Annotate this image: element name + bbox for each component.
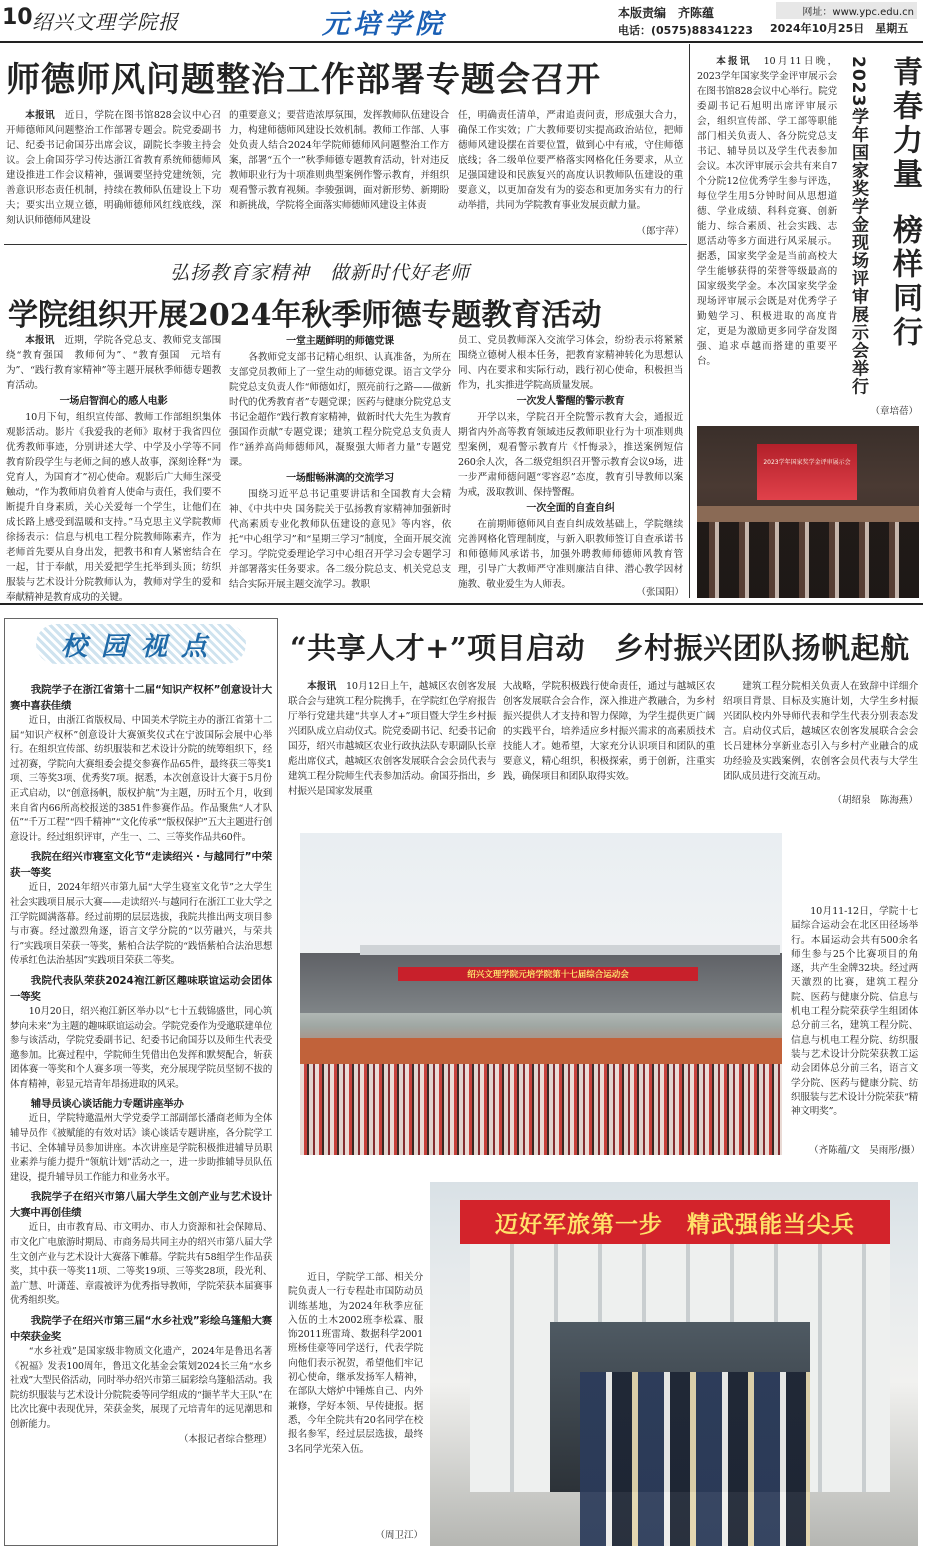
article3-col2 <box>503 679 715 805</box>
paper-name: 绍兴文理学院报 <box>32 10 179 34</box>
stadium-roof <box>360 945 780 955</box>
article2-lead: 本报讯 <box>25 335 55 346</box>
header-rule <box>0 41 923 43</box>
stadium-stands <box>300 953 782 1013</box>
article3-col2-text: 大战略，学院积极践行使命责任，通过与越城区农创客发展联合会合作，深入推进产教融合，为乡村振兴提供人才支持和智力保障，为学生提供更广阔的实践平台，培养适应乡村振兴需求的高素质技术技能人才。她希望，大家充分认识项目和团队的重要意义，精心组织，积极探索，勇于创新，注重实践，确保项目和团队取得实效。 <box>503 681 715 782</box>
article2-title: 学院组织开展2024年秋季师德专题教育活动 <box>8 298 602 333</box>
sports-meet-photo <box>300 833 782 1155</box>
sports-caption-text: 10月11-12日，学院十七届综合运动会在北区田径场举行。本届运动会共有500余名师生参与25个比赛项目的角逐，共产生金牌32块。经过两天激烈的比赛，建筑工程分院、医药与健康分院、信息与机电工程分院荣获学生组团体总分前三名，建筑工程分院、信息与机电工程分院、纺织服装与艺术设计分院荣获教工运动会团体总分前三名，语言文学分院、医药与健康分院、纺织服装与艺术设计分院荣获“精神文明奖”。 <box>791 906 918 1118</box>
article3-col1 <box>288 679 496 805</box>
article2-subhead-lesson: 一堂主题鲜明的师德党课 <box>286 336 394 347</box>
military-credit: （周卫江） <box>375 1530 423 1541</box>
article3-lead: 本报讯 <box>307 681 337 692</box>
military-caption-text: 近日，学院学工部、相关分院负责人一行专程赴市国防动员训练基地，为2024年秋季应征入伍的土木2002班李松霖、服饰2011班雷琦、数据科学2001班杨佳豪等同学送行，代表学院向他们表示祝贺，希望他们牢记初心使命，继承发扬军人精神，在部队大熔炉中锤炼自己、内外兼修，学好本领、早传捷报。据悉，今年全院共有20名同学在校报名参军，经过层层选拔，最终3名同学光荣入伍。 <box>288 1272 423 1455</box>
campus-item-4-text: 近日，学院特邀温州大学党委学工部副部长潘商老师为全体辅导员作《被赋能的有效对话》谈心谈话专题讲座，各分院学工书记、全体辅导员参加讲座。本次讲座是学院积极推进辅导员职业素养与能力提升“领航计划”活动之一，进一步助推辅导员队伍建设，提升辅导员工作能力和业务水平。 <box>10 1113 272 1183</box>
scholarship-photo <box>697 426 919 598</box>
campus-view-header: 校园视点 <box>60 632 221 662</box>
article2-kicker: 弘扬教育家精神 做新时代好老师 <box>170 262 471 284</box>
campus-item-6-title: 我院学子在绍兴市第三届“水乡社戏”彩绘乌篷船大赛中荣获金奖 <box>10 1315 272 1343</box>
sports-caption <box>791 905 918 1121</box>
article1-col3-text: 任，明确责任清单，严肃追责问责，形成强大合力，确保工作实效；广大教师要切实提高政治站位，把师德师风建设摆在首要位置，做到心中有戒，守住师德底线；各二级单位要严格落实网格化任务要求，从立足强国建设和民族复兴的高度认识教师队伍建设的重要意义，以更加奋发有为的姿态和更加务实有力的行动举措，共同为学院教育事业发展贡献力量。 <box>458 110 683 211</box>
article2-col2 <box>229 333 451 598</box>
article1-lead: 本报讯 <box>25 110 55 121</box>
issue-date: 2024年10月25日 星期五 <box>770 22 909 35</box>
scholarship-credit: （章培蓓） <box>870 406 918 417</box>
campus-item-2-title: 我院在绍兴市寝室文化节“走读绍兴・与越同行”中荣获一等奖 <box>10 851 272 880</box>
campus-item-5-text: 近日，由市教育局、市文明办、市人力资源和社会保障局、市文化广电旅游时期局、市商务局共同主办的绍兴市第八届大学生文创产业与艺术设计大赛落下帷幕。学院共有58组学生作品获奖，其中获一等奖11项、二等奖19项、三等奖28项，段光利、盖广慧、叶潇莲、章霞被评为优秀指导教师，学院荣获本届赛事优秀组织奖。 <box>10 1222 272 1307</box>
article1-col2 <box>229 108 449 240</box>
article2-col1 <box>6 333 221 603</box>
divider-1 <box>4 244 687 245</box>
article3-col1-text: 10月12日上午，越城区农创客发展联合会与建筑工程分院携手，在学院红色学府报告厅举行党建共建“共享人才+”项目暨大学生乡村振兴团队成立启动仪式。院党委副书记、纪委书记俞国芬，绍兴市越城区农业行政执法队专职副队长章彪出席仪式，越城区农创客发展联合会会员代表与建筑工程分院师生代表参加活动。俞国芬指出，乡村振兴是国家发展重 <box>288 681 496 797</box>
article1-title: 师德师风问题整治工作部署专题会召开 <box>6 60 601 100</box>
crowd <box>300 1063 782 1155</box>
article2-col1-p1: 近期，学院各党总支、教师党支部围绕“教育强国 教师何为”、“教育强国 元培有为”、“践行教育家精神”等主题开展秋季师德专题教育活动。 <box>6 335 221 391</box>
military-sendoff-photo <box>430 1182 918 1546</box>
article1-credit: （郎宇萍） <box>636 226 684 237</box>
scholarship-subtitle: 2023学年国家奖学金现场评审展示会举行 <box>848 56 868 396</box>
stadium-banner-text: 绍兴文理学院元培学院第十七届综合运动会 <box>467 970 629 980</box>
page-number: 10 <box>2 5 33 30</box>
scholarship-text: 10月11日晚，2023学年国家奖学金评审展示会在图书馆828会议中心举行。院党委副书记石旭明出席评审展示会，组织宣传部、学工部等职能部门相关负责人、各分院党总支书记、辅导员以及学生代表参加会议。本次评审展示会共有来自7个分院12位优秀学生参与评选，每位学生用5分钟时间从思想道德、学业成绩、科科竞赛、创新能力、综合素质、社会实践、志愿活动等多方面进行风采展示。据悉，国家奖学金是当前高校大学生能够获得的荣誉等级最高的国家级奖学金。本次国家奖学金现场评审展示会既是对优秀学子勤勉学习、积极进取的高度肯定，更是为激励更多同学奋发图强、追求卓越而搭建的重要平台。 <box>697 56 837 367</box>
section-name: 元培学院 <box>322 9 446 40</box>
article2-subhead-movie: 一场启智润心的感人电影 <box>59 396 168 407</box>
article2-col3 <box>458 333 683 590</box>
article1-col3 <box>458 108 683 240</box>
editor-line: 本版责编 齐陈蕴 <box>618 6 715 20</box>
phone-line: 电话：(0575)88341223 <box>618 24 753 37</box>
people-group <box>580 1372 810 1546</box>
article2-col2-p1: 各教师党支部书记精心组织、认真准备，为所在支部党员教师上了一堂生动的师德党课。语言文学分院党总支负责人作“师德如灯，照亮前行之路——做新时代的优秀教育者”专题党课；医药与健康分院党总支书记金超作“践行教育家精神，做新时代大先生为教育强国作贡献”专题党课；建筑工程分院党总支负责人作“涵养高尚师德师风，凝聚强大师者力量”专题党课。 <box>229 352 451 468</box>
stage-floor <box>697 506 919 522</box>
campus-item-5-title: 我院学子在绍兴市第八届大学生文创产业与艺术设计大赛中再创佳绩 <box>10 1191 272 1220</box>
track <box>300 1038 782 1064</box>
divider-2 <box>0 603 923 605</box>
article3-col3-text: 建筑工程分院相关负责人在致辞中详细介绍项目背景、目标及实施计划，大学生乡村振兴团队校内外导师代表和学生代表分别表态发言。启动仪式后，越城区农创客发展联合会会长吕建林分享新业态引入与乡村产业融合的成功经验及实践案例，农创客会员代表与大学生团队成员进行交流互动。 <box>723 681 918 782</box>
article3-col3 <box>723 679 918 791</box>
sendoff-banner-text: 迈好军旅第一步 精武强能当尖兵 <box>495 1211 855 1238</box>
article2-col1-p2: 10月下旬，组织宣传部、教师工作部组织集体观影活动。影片《我爱我的老师》取材于我省四位优秀教师事迹，分别讲述大学、中学及小学等不同教育阶段学生与老师之间的感人故事，深刻诠释“为党育人，为国育才”初心使命。观影后广大师生深受触动，“作为教师肩负着育人使命与责任，我们要不断提升自身素质，关心关爱每一个学生，让他们在成长路上感受到温暖和支持。”马克思主义学院教师徐扬表示：信息与机电工程分院教师陈素卉，作为老师首先要从自身出发，把教书和育人紧密结合在一起，甘于奉献，用关爱把学生托举到头顶；纺织服装与艺术设计分院教师认为，教师对学生的爱和奉献精神是教育成功的关键。 <box>6 412 221 603</box>
article3-credit: （胡绍泉 陈海燕） <box>832 795 918 806</box>
article2-credit: （张国阳） <box>636 587 684 598</box>
article2-subhead-warning: 一次发人警醒的警示教育 <box>516 396 625 407</box>
scholarship-body-narrow <box>697 54 837 372</box>
article3-title: “共享人才+”项目启动 乡村振兴团队扬帆起航 <box>290 631 910 665</box>
campus-item-1-text: 近日，由浙江省版权局、中国美术学院主办的浙江省第十二届“知识产权杯”创意设计大赛颁奖仪式在宁波国际会展中心举行。在组织宣传部、纺织服装和艺术设计分院的统筹组织下，经过初赛，学院向大赛组委会提交参赛作品65件，最终获三等奖1项、三等奖3项、优秀奖7项。据悉，本次创意设计大赛于5月份正式启动，以“创意扬帆，版权护航”为主题，历时五个月，收到来自省内66所高校报送的3851件参赛作品。作品聚焦“人才队伍”“千万工程”“四千精神”“文化传承”“版权保护”五大主题进行创意设计。经过组织评审，产生一、二、三等奖作品共60件。 <box>10 715 272 843</box>
article2-col3-p1: 员工、党员教师深入交流学习体会，纷纷表示将紧紧围绕立德树人根本任务，把教育家精神转化为思想认同、内在要求和实际行动，践行初心使命，积极担当作为，扎实推进学院高质量发展。 <box>458 335 683 391</box>
article2-subhead-selfcheck: 一次全面的自查自纠 <box>526 503 615 514</box>
campus-item-1-title: 我院学子在浙江省第十二届“知识产权杯”创意设计大赛中喜获佳绩 <box>10 684 272 712</box>
sports-credit: （齐陈蕴/文 吴雨彤/摄） <box>809 1145 920 1156</box>
campus-item-3-title: 我院代表队荣获2024袍江新区趣味联谊运动会团体一等奖 <box>10 974 272 1003</box>
scholarship-title-b: 榜样同行 <box>887 214 922 350</box>
campus-item-3-text: 10月20日，绍兴袍江新区举办以“七十五载锦盛世，同心筑梦向未来”为主题的趣味联谊运动会。学院党委作为受邀联建单位参与该活动，学院党委副书记、纪委书记俞国芬以及师生代表受邀参加。比赛过程中，学院师生凭借出色发挥和默契配合，斩获团体赛一等奖和个人赛多项一等奖，充分展现学院员坚韧不拔的体育精神，彰显元培青年昂扬进取的风采。 <box>10 1005 272 1090</box>
military-caption <box>288 1271 423 1521</box>
article2-col2-p2: 围绕习近平总书记重要讲话和全国教育大会精神、《中共中央 国务院关于弘扬教育家精神加强新时代高素质专业化教师队伍建设的意见》等内容，依托“中心组学习”和“星期三学习”制度，全面开展交流学习。学院党委理论学习中心组召开学习会专题学习并部署落实任务要求。各二级分院总支、机关党总支结合实际开展主题交流学习。教职 <box>229 489 451 590</box>
stage-screen-text: 2023学年国家奖学金评审展示会 <box>763 459 851 466</box>
article1-col2-text: 的重要意义；要营造浓厚氛围，发挥教师队伍建设合力，构建师德师风建设长效机制。教师工作部、人事处负责人结合2024年学院师德师风问题整治工作方案，部署“五个一”秋季师德专题教育活动，针对违反教师职业行为十项准则典型案例作警示教育，并组织观看警示教育视频。李骏强调，面对新形势、新期盼和新挑战，学院将全面落实师德师风建设主体责 <box>229 110 449 211</box>
masthead <box>0 0 923 40</box>
campus-view-credit: （本报记者综合整理） <box>178 1433 272 1445</box>
article1-col1-text: 近日，学院在图书馆828会议中心召开师德师风问题整治工作部署专题会。院党委副书记、纪委书记俞国芬出席会议，副院长李骏主持会议。会上俞国芬学习传达浙江省教育系统师德师风建设推进工作会议精神，强调要坚持党建统领，完善意识形态责任机制，持续在教师队伍建设上下功夫；要实出立规立德，明确师德师风红线底线，深刻认识师德师风建设 <box>6 110 221 226</box>
campus-view-body <box>10 682 282 1540</box>
scholarship-title-a: 青春力量 <box>887 56 922 192</box>
audience <box>697 522 919 598</box>
website-url: 网址：www.ypc.edu.cn <box>776 2 917 19</box>
right-column-rule <box>689 44 690 598</box>
article2-col3-p2: 开学以来，学院召开全院警示教育大会，通报近期省内外高等教育领域违反教师职业行为十项准则典型案例，观看警示教育片《忏悔录》，推送案例短信260余人次，各二级党组织召开警示教育会议9场，进一步严肃师德问题“零容忍”态度，教育引导教师以案为戒，汲取教训、保持警醒。 <box>458 412 683 498</box>
article2-col3-p3: 在前期师德师风自查自纠成效基础上，学院继续完善网格化管理制度，与新入职教师签订自查承诺书和师德师风承诺书，加强外聘教师师德师风教育管理，引导广大教师严守准则廉洁自律、潜心教学因材施教、敬业爱生为人师表。 <box>458 519 683 590</box>
stage-screen <box>757 444 857 500</box>
article1-col1 <box>6 108 221 240</box>
campus-item-6-text: “水乡社戏”是国家级非物质文化遗产，2024年是鲁迅名著《祝福》发表100周年，鲁迅文化基金会策划2024长三角“水乡社戏”大型民俗活动，同时举办绍兴市第三届彩绘乌篷船活动。我院纺织服装与艺术设计分院院委等同学组成的“撷芊芊大王队”在比次比赛中表现优异，荣获金奖，展现了元培青年的远见潮思和创新能力。 <box>10 1346 272 1430</box>
article2-subhead-exchange: 一场酣畅淋漓的交流学习 <box>286 473 394 484</box>
scholarship-lead: 本报讯 <box>716 56 752 67</box>
campus-item-2-text: 近日，2024年绍兴市第九届“大学生寝室文化节”之大学生社会实践项目展示大赛——走读绍兴·与越同行在浙江工业大学之江学院圆满落幕。经过前期的层层选拔，我院共推出两支项目参与市赛。经过激烈角逐，语言文学分院的“以劳融兴，与荣共行”实践项目荣获一等奖，紫柏合法学院的“践悟紫柏合法治思想 传承红色法治基因”实践项目荣获二等奖。 <box>10 882 282 967</box>
campus-item-4-title: 辅导员谈心谈话能力专题讲座举办 <box>30 1098 184 1111</box>
